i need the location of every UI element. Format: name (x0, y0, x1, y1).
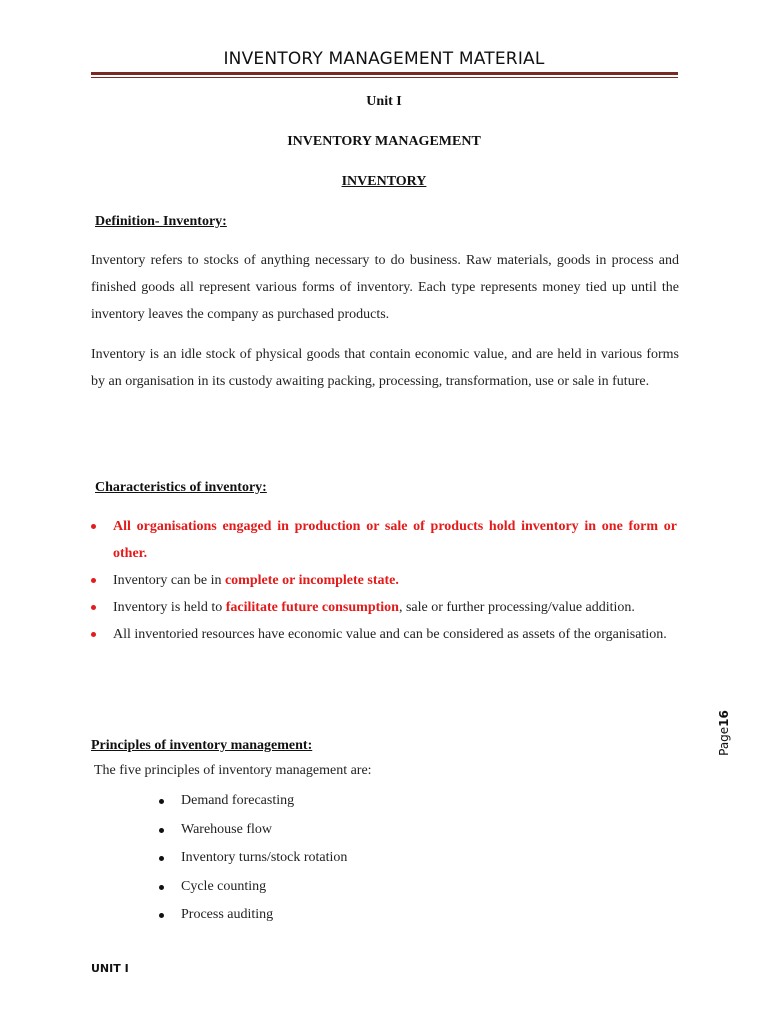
principles-intro: The five principles of inventory management are: (94, 763, 372, 778)
item-highlight: All organisations engaged in production or sale of products hold inventory in one form or other. (113, 519, 677, 561)
item-text-post: , sale or further processing/value addition. (398, 600, 635, 615)
principles-heading: Principles of inventory management: (91, 738, 313, 753)
item-text: Inventory can be in (113, 573, 225, 588)
section-title: INVENTORY MANAGEMENT (287, 134, 481, 149)
page-number-label: Page (717, 726, 731, 756)
header-rule-thick (91, 72, 678, 75)
item-text: Inventory is held to (113, 600, 226, 615)
unit-label: Unit I (366, 94, 402, 109)
characteristics-item (91, 621, 677, 648)
bullet-icon (91, 605, 96, 610)
item-highlight: facilitate future consumption (225, 600, 399, 615)
footer-unit-label: UNIT I (91, 962, 129, 975)
list-item (159, 844, 347, 873)
definition-paragraph-1: Inventory refers to stocks of anything necessary to do business. Raw materials, goods in process and finished goods all represent various forms of inventory. Each type represents money tied up until the inventory leaves the company as purchased products. (91, 253, 679, 322)
page-number (717, 710, 731, 756)
list-item (159, 787, 347, 816)
list-item (159, 816, 347, 845)
characteristics-item (91, 513, 677, 567)
bullet-icon (159, 828, 164, 833)
characteristics-item (91, 567, 677, 594)
list-item-text: Demand forecasting (181, 793, 295, 808)
header-rule-thin (91, 77, 678, 78)
list-item (159, 901, 347, 930)
principles-list (159, 787, 347, 930)
list-item-text: Warehouse flow (181, 821, 273, 837)
definition-paragraph-2: Inventory is an idle stock of physical goods that contain economic value, and are held in various forms by an organisation in its custody awaiting packing, processing, transformation, use or sale in future. (91, 347, 679, 389)
list-item-text: Cycle counting (181, 878, 267, 894)
document-header-title: INVENTORY MANAGEMENT MATERIAL (223, 49, 545, 69)
list-item-text: Inventory turns/stock rotation (181, 850, 348, 865)
bullet-icon (159, 799, 164, 804)
bullet-icon (159, 856, 164, 861)
bullet-icon (91, 578, 96, 583)
subsection-title: INVENTORY (341, 174, 427, 189)
definition-heading: Definition- Inventory: (95, 214, 227, 229)
list-item-text: Process auditing (181, 907, 274, 922)
list-item (159, 873, 347, 902)
bullet-icon (159, 913, 164, 918)
page-number-value: 16 (717, 710, 731, 727)
characteristics-item (91, 594, 677, 621)
characteristics-heading: Characteristics of inventory: (95, 480, 267, 495)
item-text: All inventoried resources have economic value and can be considered as assets of the organisation. (113, 627, 667, 642)
bullet-icon (91, 632, 96, 637)
item-highlight: complete or incomplete state. (224, 573, 399, 588)
bullet-icon (91, 524, 96, 529)
characteristics-list (91, 513, 677, 648)
bullet-icon (159, 885, 164, 890)
